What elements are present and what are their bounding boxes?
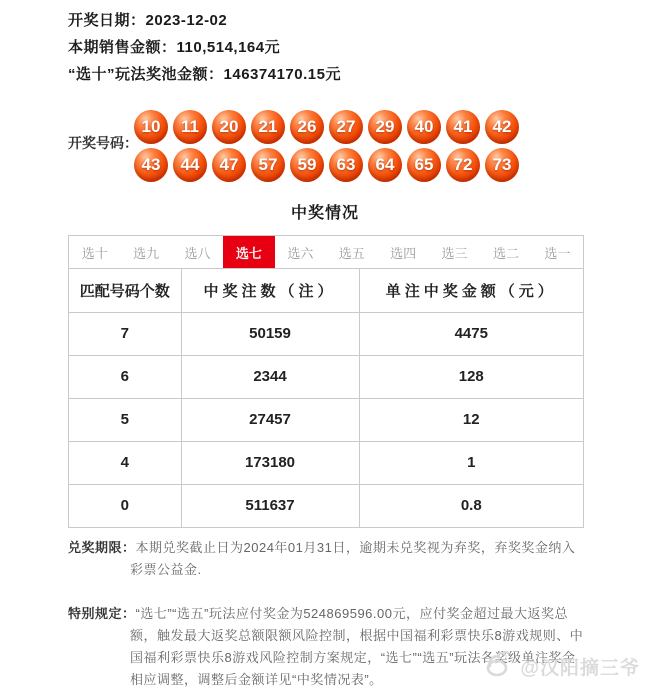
sales-amount-value: 110,514,164元 <box>176 39 281 56</box>
ball: 21 <box>251 110 285 144</box>
ball: 29 <box>368 110 402 144</box>
table-row <box>69 398 583 441</box>
prize-table <box>69 269 583 527</box>
tab-xuan-5[interactable]: 选五 <box>338 245 365 261</box>
watermark-text: @汉阳摘三爷 <box>520 658 640 679</box>
col-header-match-count: 匹配号码个数 <box>79 282 170 300</box>
prize-table-header-row <box>69 269 583 312</box>
special-rule-text: “选七”“选五”玩法应付奖金为524869596.00元，应付奖金超过最大返奖总额，触发最大返奖总额限额风险控制，根据中国福利彩票快乐8游戏规则、中国福利彩票快乐8游戏风险控制方案规定，“选七”“选五”玩法各奖级单注奖金相应调整，调整后金额详见“中奖情况表”。 <box>130 606 584 687</box>
ball: 42 <box>485 110 519 144</box>
ball: 11 <box>173 110 207 144</box>
tab-xuan-7-active[interactable]: 选七 <box>223 236 274 268</box>
table-row <box>69 484 583 527</box>
ball: 73 <box>485 148 519 182</box>
special-rule-label: 特别规定： <box>68 606 136 621</box>
tab-xuan-10[interactable]: 选十 <box>81 245 108 261</box>
ball-row-1 <box>134 110 519 144</box>
ball: 20 <box>212 110 246 144</box>
cell-winning-bets: 2344 <box>181 355 359 398</box>
cell-match-count: 7 <box>69 312 181 355</box>
tab-xuan-9[interactable]: 选九 <box>133 245 160 261</box>
ball: 27 <box>329 110 363 144</box>
sales-amount-line <box>68 39 341 56</box>
ball: 43 <box>134 148 168 182</box>
cell-match-count: 5 <box>69 398 181 441</box>
tab-xuan-2[interactable]: 选二 <box>492 245 519 261</box>
cell-match-count: 0 <box>69 484 181 527</box>
col-header-winning-bets: 中奖注数（注） <box>181 269 359 312</box>
cell-winning-bets: 173180 <box>181 441 359 484</box>
ball: 65 <box>407 148 441 182</box>
redeem-deadline-label: 兑奖期限： <box>68 540 136 555</box>
tab-xuan-4[interactable]: 选四 <box>390 245 417 261</box>
col-header-prize-per-bet: 单注中奖金额（元） <box>359 269 583 312</box>
ball: 59 <box>290 148 324 182</box>
draw-numbers <box>134 110 519 186</box>
prize-pool-label: “选十”玩法奖池金额： <box>68 66 224 83</box>
ball: 40 <box>407 110 441 144</box>
ball: 63 <box>329 148 363 182</box>
cell-prize-amount: 4475 <box>359 312 583 355</box>
ball: 44 <box>173 148 207 182</box>
draw-info <box>68 12 341 93</box>
sales-amount-label: 本期销售金额： <box>68 39 177 56</box>
ball: 26 <box>290 110 324 144</box>
cell-winning-bets: 50159 <box>181 312 359 355</box>
weibo-watermark-icon <box>484 650 518 683</box>
cell-prize-amount: 128 <box>359 355 583 398</box>
table-row <box>69 441 583 484</box>
cell-prize-amount: 0.8 <box>359 484 583 527</box>
watermark <box>484 650 640 683</box>
redeem-deadline-note <box>68 537 585 581</box>
prize-pool-line <box>68 66 341 83</box>
cell-winning-bets: 511637 <box>181 484 359 527</box>
tab-xuan-1[interactable]: 选一 <box>544 245 571 261</box>
ball: 57 <box>251 148 285 182</box>
draw-numbers-label: 开奖号码： <box>68 135 138 151</box>
ball: 72 <box>446 148 480 182</box>
tab-xuan-3[interactable]: 选三 <box>441 245 468 261</box>
tab-xuan-8[interactable]: 选八 <box>184 245 211 261</box>
draw-date-line <box>68 12 341 29</box>
ball: 64 <box>368 148 402 182</box>
prize-result-box <box>68 235 584 528</box>
section-title: 中奖情况 <box>290 205 359 222</box>
prize-pool-value: 146374170.15元 <box>223 66 341 83</box>
ball: 47 <box>212 148 246 182</box>
table-row <box>69 312 583 355</box>
play-type-tabs <box>69 236 583 269</box>
ball-row-2 <box>134 148 519 182</box>
ball: 41 <box>446 110 480 144</box>
ball: 10 <box>134 110 168 144</box>
cell-match-count: 6 <box>69 355 181 398</box>
cell-match-count: 4 <box>69 441 181 484</box>
draw-date-label: 开奖日期： <box>68 12 146 29</box>
table-row <box>69 355 583 398</box>
tab-xuan-6[interactable]: 选六 <box>287 245 314 261</box>
cell-prize-amount: 12 <box>359 398 583 441</box>
redeem-deadline-text: 本期兑奖截止日为2024年01月31日，逾期未兑奖视为弃奖，弃奖奖金纳入彩票公益金. <box>130 540 576 577</box>
cell-winning-bets: 27457 <box>181 398 359 441</box>
cell-prize-amount: 1 <box>359 441 583 484</box>
draw-date-value: 2023-12-02 <box>145 12 228 29</box>
